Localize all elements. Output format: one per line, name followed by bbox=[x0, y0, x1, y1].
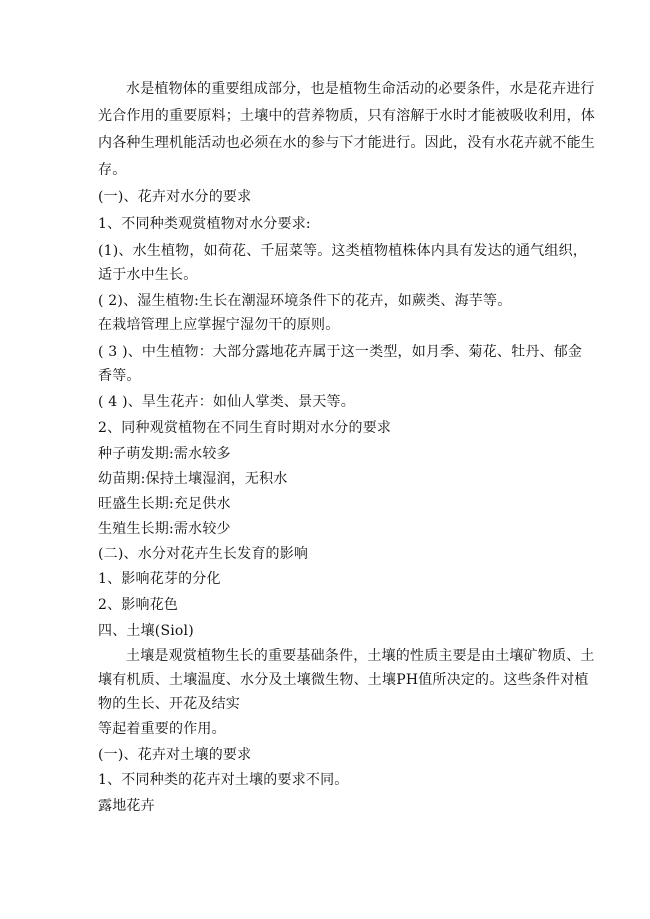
soil-line-3: 物的生长、开花及结实 bbox=[98, 696, 240, 712]
meso-line-2: 香等。 bbox=[98, 368, 141, 384]
stage-vigorous: 旺盛生长期:充足供水 bbox=[98, 496, 231, 512]
list-item-growth-stages: 2、同种观赏植物在不同生育时期对水分的要求 bbox=[98, 420, 392, 436]
soil-line-4: 等起着重要的作用。 bbox=[98, 721, 226, 737]
xero-plants-line: ( 4 )、旱生花卉：如仙人掌类、景天等。 bbox=[98, 394, 355, 410]
aquatic-line-2: 适于水中生长。 bbox=[98, 267, 198, 283]
section-heading-water-effect: (二)、水分对花卉生长发育的影响 bbox=[98, 546, 309, 562]
wet-plants-note: 在栽培管理上应掌握宁湿勿干的原则。 bbox=[98, 317, 340, 333]
intro-line-1: 水是植物体的重要组成部分，也是植物生命活动的必要条件，水是花卉进行 bbox=[126, 81, 595, 97]
wet-plants-line: ( 2)、湿生植物:生长在潮湿环境条件下的花卉，如蕨类、海芋等。 bbox=[98, 293, 512, 309]
soil-req-item-1: 1、不同种类的花卉对土壤的要求不同。 bbox=[98, 772, 349, 788]
stage-seedling: 幼苗期:保持土壤湿润，无积水 bbox=[98, 471, 288, 487]
list-item-water-types: 1、不同种类观赏植物对水分要求: bbox=[98, 216, 311, 232]
effect-item-2: 2、影响花色 bbox=[98, 597, 179, 613]
section-heading-soil: 四、土壤(Siol) bbox=[98, 623, 194, 639]
stage-germination: 种子萌发期:需水较多 bbox=[98, 446, 231, 462]
effect-item-1: 1、影响花芽的分化 bbox=[98, 571, 221, 587]
section-heading-water: (一)、花卉对水分的要求 bbox=[98, 189, 252, 205]
intro-line-2: 光合作用的重要原料；土壤中的营养物质，只有溶解于水时才能被吸收利用，体 bbox=[98, 108, 595, 124]
stage-reproductive: 生殖生长期:需水较少 bbox=[98, 521, 231, 537]
aquatic-line-1: (1)、水生植物，如荷花、千屈菜等。这类植物植株体内具有发达的通气组织， bbox=[98, 243, 588, 259]
soil-req-subheading: 露地花卉 bbox=[98, 798, 155, 814]
intro-line-4: 存。 bbox=[98, 162, 127, 178]
soil-line-2: 壤有机质、土壤温度、水分及土壤微生物、土壤PH值所决定的。这些条件对植 bbox=[98, 672, 589, 688]
intro-line-3: 内各种生理机能活动也必须在水的参与下才能进行。因此，没有水花卉就不能生 bbox=[98, 135, 595, 151]
section-heading-soil-req: (一)、花卉对土壤的要求 bbox=[98, 747, 252, 763]
soil-line-1: 土壤是观赏植物生长的重要基础条件，土壤的性质主要是由土壤矿物质、土 bbox=[126, 648, 595, 664]
meso-line-1: ( 3 )、中生植物：大部分露地花卉属于这一类型，如月季、菊花、牡丹、郁金 bbox=[98, 344, 583, 360]
